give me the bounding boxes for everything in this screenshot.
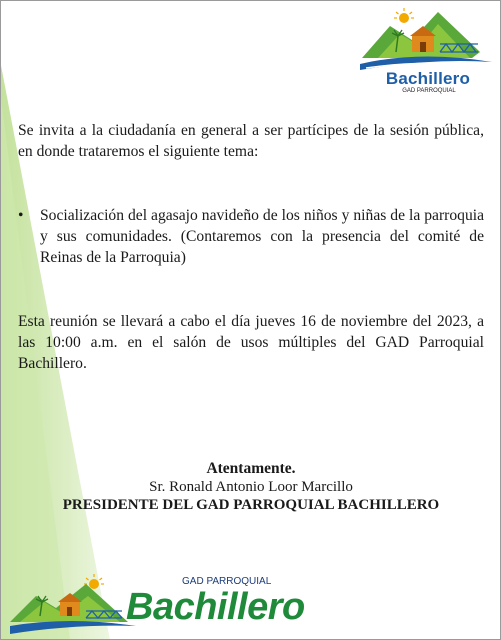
- header-logo: [360, 6, 495, 98]
- invitation-body: [18, 120, 484, 374]
- bullet-icon: •: [18, 207, 24, 224]
- signatory-title: PRESIDENTE DEL GAD PARROQUIAL BACHILLERO: [62, 497, 440, 513]
- topic-text: Socialización del agasajo navideño de los niños y niñas de la parroquia y sus comunidades. (Contaremos con la presencia del comité de Reinas de la Parroquia): [40, 207, 484, 266]
- bachillero-emblem-icon: [360, 6, 495, 76]
- footer-emblem-icon: [10, 574, 140, 636]
- header-logo-subtitle: GAD PARROQUIAL: [402, 88, 456, 94]
- signature-block: [18, 460, 484, 514]
- footer-logo: [10, 572, 310, 638]
- header-logo-name: Bachillero: [385, 69, 471, 88]
- topic-list: [18, 205, 484, 268]
- list-item: [18, 205, 484, 268]
- meeting-paragraph: Esta reunión se llevará a cabo el día jueves 16 de noviembre del 2023, a las 10:00 a.m. en el salón de usos múltiples del GAD Parroquial Bachillero.: [18, 313, 484, 372]
- intro-paragraph: Se invita a la ciudadanía en general a ser partícipes de la sesión pública, en donde trataremos el siguiente tema:: [18, 122, 484, 160]
- footer-logo-name: Bachillero: [126, 586, 305, 628]
- footer-logo-subtitle: GAD PARROQUIAL: [182, 576, 272, 587]
- signature-closing: Atentamente.: [206, 460, 296, 477]
- signatory-name: Sr. Ronald Antonio Loor Marcillo: [149, 479, 353, 495]
